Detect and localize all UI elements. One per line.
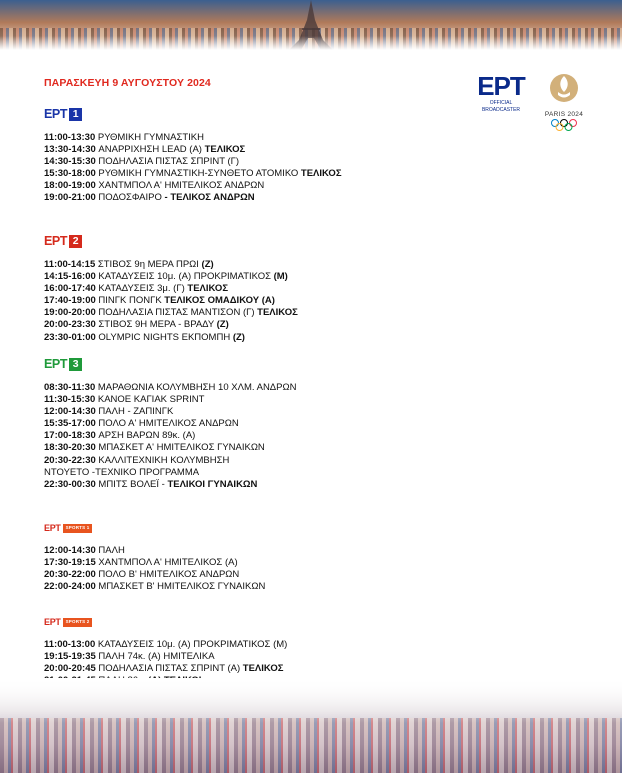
channel-number: 3 bbox=[69, 358, 82, 371]
schedule-row bbox=[44, 156, 342, 168]
paris-2024-logo: PARIS 2024 bbox=[536, 72, 592, 136]
program-title: ΠΙΝΓΚ ΠΟΝΓΚ bbox=[98, 295, 165, 307]
schedule-row bbox=[44, 663, 287, 675]
olympic-rings-icon bbox=[550, 119, 578, 131]
schedule-row bbox=[44, 319, 298, 331]
program-title: ΣΤΙΒΟΣ 9Η ΜΕΡΑ - ΒΡΑΔΥ bbox=[98, 319, 217, 331]
schedule-row bbox=[44, 259, 298, 271]
program-title: ΡΥΘΜΙΚΗ ΓΥΜΝΑΣΤΙΚΗ bbox=[97, 132, 204, 143]
program-time: 11:00-13:00 bbox=[44, 639, 98, 650]
schedule-list bbox=[44, 132, 342, 205]
program-title: ΡΥΘΜΙΚΗ ΓΥΜΝΑΣΤΙΚΗ-ΣΥΝΘΕΤΟ ΑΤΟΜΙΚΟ bbox=[98, 168, 301, 180]
program-title: ΠΟΔΗΛΑΣΙΑ ΠΙΣΤΑΣ ΜΑΝΤΙΣΟΝ (Γ) bbox=[98, 307, 258, 319]
channel-number: 1 bbox=[69, 108, 82, 121]
program-title: ΧΑΝΤΜΠΟΛ Α' ΗΜΙΤΕΛΙΚΟΣ ΑΝΔΡΩΝ bbox=[98, 180, 265, 192]
schedule-row bbox=[44, 332, 298, 344]
program-title: ΠΑΛΗ bbox=[98, 545, 125, 556]
ert-official-broadcaster-logo: ΕΡΤ OFFICIAL BROADCASTER bbox=[477, 71, 525, 113]
program-title: ΜΠΙΤΣ ΒΟΛΕΪ - bbox=[98, 478, 168, 490]
program-highlight: ΤΕΛΙΚΟΣ bbox=[242, 663, 284, 675]
program-time: 18:30-20:30 bbox=[44, 442, 99, 454]
schedule-row bbox=[44, 180, 342, 192]
program-time: 17:00-18:30 bbox=[44, 430, 99, 442]
program-time: 20:30-22:30 bbox=[44, 454, 99, 466]
channel-brand: ΕΡΤ bbox=[44, 107, 68, 121]
program-title: ΚΑΛΛΙΤΕΧΝΙΚΗ ΚΟΛΥΜΒΗΣΗ bbox=[98, 454, 230, 466]
channel-number: 2 bbox=[69, 235, 82, 248]
channel-section bbox=[44, 518, 265, 593]
channel-logo bbox=[44, 107, 82, 121]
program-title: ΠΑΛΗ 74κ. (Α) ΗΜΙΤΕΛΙΚΑ bbox=[98, 651, 215, 663]
program-title: OLYMPIC NIGHTS ΕΚΠΟΜΠΗ bbox=[98, 331, 233, 343]
program-time: 11:30-15:30 bbox=[44, 394, 98, 406]
program-time: 19:15-19:35 bbox=[44, 651, 99, 663]
channel-brand: ΕΡΤ bbox=[44, 617, 61, 627]
program-title: ΚΑΤΑΔΥΣΕΙΣ 10μ. (Α) ΠΡΟΚΡΙΜΑΤΙΚΟΣ bbox=[98, 271, 274, 283]
schedule-row bbox=[44, 418, 296, 430]
channel-brand: ΕΡΤ bbox=[44, 523, 61, 533]
program-time: 20:30-22:00 bbox=[44, 569, 99, 581]
program-time: 19:00-20:00 bbox=[44, 307, 99, 319]
program-time: 20:00-23:30 bbox=[44, 319, 99, 331]
program-highlight: (Μ) bbox=[273, 271, 288, 283]
program-title: ΠΟΔΗΛΑΣΙΑ ΠΙΣΤΑΣ ΣΠΡΙΝΤ (Γ) bbox=[98, 156, 240, 168]
program-time: 16:00-17:40 bbox=[44, 283, 99, 295]
schedule-list bbox=[44, 259, 298, 344]
channel-section bbox=[44, 232, 298, 344]
schedule-row bbox=[44, 382, 296, 394]
program-time: 17:30-19:15 bbox=[44, 557, 99, 569]
channel-logo bbox=[44, 523, 92, 533]
channel-brand: ΕΡΤ bbox=[44, 234, 68, 248]
schedule-row bbox=[44, 651, 287, 663]
channel-section bbox=[44, 355, 296, 491]
program-time: 12:00-14:30 bbox=[44, 406, 99, 418]
schedule-row bbox=[44, 479, 296, 491]
program-title: ΚΑΝΟΕ ΚΑΓΙΑΚ SPRINT bbox=[97, 394, 205, 406]
program-title: ΜΑΡΑΘΩΝΙΑ ΚΟΛΥΜΒΗΣΗ 10 ΧΛΜ. ΑΝΔΡΩΝ bbox=[97, 382, 297, 393]
channel-number: SPORTS 2 bbox=[63, 618, 93, 627]
schedule-row bbox=[44, 295, 298, 307]
channel-brand: ΕΡΤ bbox=[44, 357, 68, 371]
program-time: 22:00-24:00 bbox=[44, 581, 99, 593]
schedule-list bbox=[44, 545, 265, 593]
program-time: 19:00-21:00 bbox=[44, 192, 99, 204]
program-time: 20:00-20:45 bbox=[44, 663, 99, 675]
program-title: ΝΤΟΥΕΤΟ -ΤΕΧΝΙΚΟ ΠΡΟΓΡΑΜΜΑ bbox=[44, 466, 200, 478]
program-highlight: - ΤΕΛΙΚΟΣ ΑΝΔΡΩΝ bbox=[164, 192, 255, 204]
schedule-row bbox=[44, 557, 265, 569]
program-time: 18:00-19:00 bbox=[44, 180, 99, 192]
program-title: ΑΡΣΗ ΒΑΡΩΝ 89κ. (Α) bbox=[98, 430, 196, 442]
program-time: 17:40-19:00 bbox=[44, 295, 99, 307]
program-title: ΠΟΛΟ Α' ΗΜΙΤΕΛΙΚΟΣ ΑΝΔΡΩΝ bbox=[98, 418, 239, 430]
top-banner-photo bbox=[0, 0, 622, 50]
schedule-row bbox=[44, 442, 296, 454]
schedule-row bbox=[44, 545, 265, 557]
program-time: 08:30-11:30 bbox=[44, 382, 98, 393]
bottom-banner-photo bbox=[0, 678, 622, 773]
program-time: 14:30-15:30 bbox=[44, 156, 99, 168]
program-title: ΚΑΤΑΔΥΣΕΙΣ 3μ. (Γ) bbox=[98, 283, 188, 295]
program-time: 12:00-14:30 bbox=[44, 545, 99, 556]
program-time: 15:35-17:00 bbox=[44, 418, 99, 430]
schedule-row bbox=[44, 307, 298, 319]
schedule-row bbox=[44, 467, 296, 479]
program-time: 15:30-18:00 bbox=[44, 168, 99, 180]
program-time: 11:00-13:30 bbox=[44, 132, 98, 143]
program-highlight: ΤΕΛΙΚΟΣ bbox=[204, 144, 246, 156]
program-title: ΑΝΑΡΡΙΧΗΣΗ LEAD (Α) bbox=[98, 144, 205, 156]
program-highlight: ΤΕΛΙΚΟΣ ΟΜΑΔΙΚΟΥ (Α) bbox=[164, 295, 275, 307]
program-highlight: (Ζ) bbox=[232, 331, 245, 343]
program-highlight: ΤΕΛΙΚΟΣ bbox=[257, 307, 298, 319]
program-time: 13:30-14:30 bbox=[44, 144, 99, 156]
program-title: ΣΤΙΒΟΣ 9η ΜΕΡΑ ΠΡΩΙ bbox=[97, 259, 202, 270]
schedule-row bbox=[44, 192, 342, 204]
schedule-row bbox=[44, 581, 265, 593]
schedule-row bbox=[44, 394, 296, 406]
program-highlight: (Ζ) bbox=[201, 259, 214, 270]
schedule-row bbox=[44, 406, 296, 418]
program-highlight: ΤΕΛΙΚΟΣ bbox=[187, 283, 229, 295]
schedule-row bbox=[44, 132, 342, 144]
paris-2024-emblem-icon bbox=[549, 72, 579, 104]
program-title: ΠΟΛΟ Β' ΗΜΙΤΕΛΙΚΟΣ ΑΝΔΡΩΝ bbox=[98, 569, 240, 581]
schedule-row bbox=[44, 168, 342, 180]
channel-number: SPORTS 1 bbox=[63, 524, 93, 533]
program-title: ΠΑΛΗ - ΖΑΠΙΝΓΚ bbox=[98, 406, 174, 418]
page-title: ΠΑΡΑΣΚΕΥΗ 9 ΑΥΓΟΥΣΤΟΥ 2024 bbox=[44, 77, 211, 89]
schedule-row bbox=[44, 569, 265, 581]
program-highlight: ΤΕΛΙΚΟΣ bbox=[300, 168, 342, 180]
program-time: 22:30-00:30 bbox=[44, 478, 99, 490]
schedule-row bbox=[44, 144, 342, 156]
program-highlight: (Ζ) bbox=[216, 319, 229, 331]
program-time: 11:00-14:15 bbox=[44, 259, 98, 270]
program-time: 23:30-01:00 bbox=[44, 331, 99, 343]
program-title: ΚΑΤΑΔΥΣΕΙΣ 10μ. (Α) ΠΡΟΚΡΙΜΑΤΙΚΟΣ (Μ) bbox=[97, 639, 288, 650]
program-title: ΠΟΔΗΛΑΣΙΑ ΠΙΣΤΑΣ ΣΠΡΙΝΤ (Α) bbox=[98, 663, 243, 675]
schedule-row bbox=[44, 639, 287, 651]
schedule-row bbox=[44, 271, 298, 283]
program-title: ΠΟΔΟΣΦΑΙΡΟ bbox=[98, 192, 165, 204]
program-highlight: ΤΕΛΙΚΟΙ ΓΥΝΑΙΚΩΝ bbox=[167, 478, 258, 490]
channel-logo bbox=[44, 617, 92, 627]
schedule-list bbox=[44, 382, 296, 491]
channel-logo bbox=[44, 357, 82, 371]
program-time: 14:15-16:00 bbox=[44, 271, 99, 283]
schedule-row bbox=[44, 430, 296, 442]
program-title: ΜΠΑΣΚΕΤ Α' ΗΜΙΤΕΛΙΚΟΣ ΓΥΝΑΙΚΩΝ bbox=[98, 442, 265, 454]
channel-section bbox=[44, 612, 287, 687]
program-title: ΧΑΝΤΜΠΟΛ Α' ΗΜΙΤΕΛΙΚΟΣ (Α) bbox=[98, 557, 238, 569]
channel-logo bbox=[44, 234, 82, 248]
channel-section bbox=[44, 105, 342, 205]
schedule-row bbox=[44, 455, 296, 467]
program-title: ΜΠΑΣΚΕΤ Β' ΗΜΙΤΕΛΙΚΟΣ ΓΥΝΑΙΚΩΝ bbox=[98, 581, 266, 593]
schedule-row bbox=[44, 283, 298, 295]
